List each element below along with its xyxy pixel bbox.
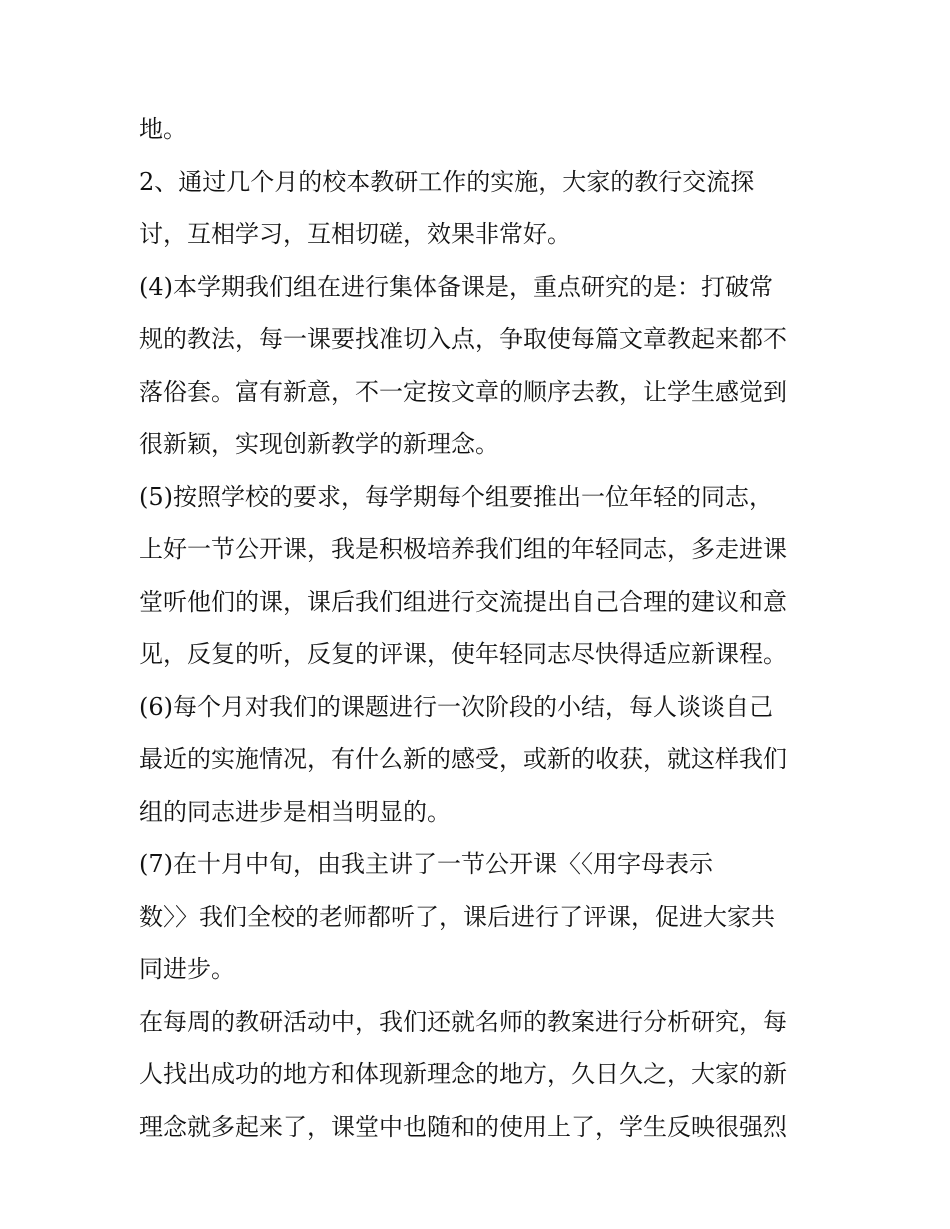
text-line: 组的同志进步是相当明显的。 — [139, 797, 451, 826]
text-line: (6)每个月对我们的课题进行一次阶段的小结，每人谈谈自己 — [139, 692, 773, 721]
text-line: 落俗套。富有新意，不一定按文章的顺序去教，让学生感觉到 — [139, 377, 787, 406]
document-body — [139, 103, 819, 1153]
text-line: 理念就多起来了，课堂中也随和的使用上了，学生反映很强烈 — [139, 1112, 787, 1141]
text-line: (5)按照学校的要求，每学期每个组要推出一位年轻的同志， — [139, 482, 773, 511]
text-line: 堂听他们的课，课后我们组进行交流提出自己合理的建议和意 — [139, 587, 787, 616]
text-line: 地。 — [139, 115, 187, 143]
text-line: 在每周的教研活动中，我们还就名师的教案进行分析研究，每 — [139, 1007, 787, 1036]
text-line: 数〉〉我们全校的老师都听了，课后进行了评课，促进大家共 — [139, 902, 775, 931]
text-line: 同进步。 — [139, 955, 235, 983]
text-line: (4)本学期我们组在进行集体备课是，重点研究的是：打破常 — [139, 272, 773, 301]
text-line: 2、通过几个月的校本教研工作的实施，大家的教行交流探 — [139, 167, 755, 196]
text-line: 很新颖，实现创新教学的新理念。 — [139, 430, 499, 458]
text-line: 见，反复的听，反复的评课，使年轻同志尽快得适应新课程。 — [139, 640, 787, 668]
text-line: 上好一节公开课，我是积极培养我们组的年轻同志，多走进课 — [139, 535, 787, 563]
text-line: 讨，互相学习，互相切磋，效果非常好。 — [139, 220, 571, 248]
text-line: 人找出成功的地方和体现新理念的地方，久日久之，大家的新 — [139, 1060, 787, 1088]
text-line: 最近的实施情况，有什么新的感受，或新的收获，就这样我们 — [139, 745, 787, 773]
text-line: (7)在十月中旬，由我主讲了一节公开课〈〈用字母表示 — [139, 850, 713, 878]
text-line: 规的教法，每一课要找准切入点，争取使每篇文章教起来都不 — [139, 325, 787, 353]
